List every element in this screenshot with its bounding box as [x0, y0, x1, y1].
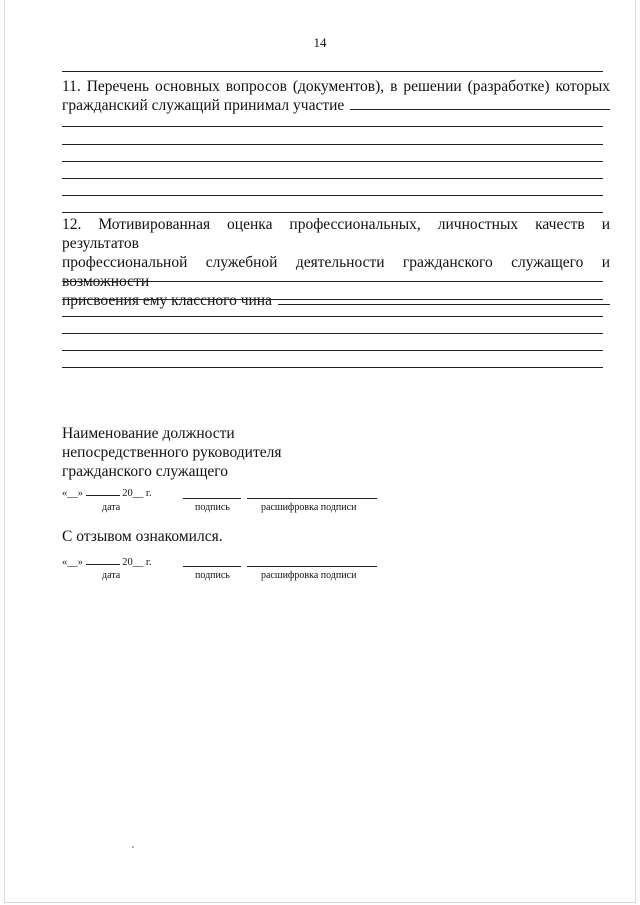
section11-answer-field[interactable] — [350, 96, 610, 110]
section11-top-rule — [62, 71, 603, 72]
date-year: 20__ — [122, 557, 144, 568]
date-label: дата — [102, 570, 121, 581]
section12-answer-line[interactable] — [62, 316, 603, 317]
section11-answer-line[interactable] — [62, 144, 603, 145]
section12-line1: 12. Мотивированная оценка профессиональных, личностных качеств и результатов — [62, 216, 610, 252]
acknowledgement-text: С отзывом ознакомился. — [62, 528, 223, 545]
signature-label: подпись — [195, 570, 230, 581]
section11-answer-line[interactable] — [62, 126, 603, 127]
section12-answer-line[interactable] — [62, 281, 603, 282]
section12-line3-wrap — [62, 291, 610, 310]
date-day: «__» — [62, 488, 83, 499]
section11-paragraph — [62, 77, 610, 115]
date-label: дата — [102, 502, 121, 513]
section11-answer-line[interactable] — [62, 212, 603, 213]
employee-signature-line[interactable] — [183, 566, 241, 567]
supervisor-position — [62, 424, 282, 481]
employee-date-field[interactable] — [62, 557, 152, 568]
decoding-label: расшифровка подписи — [261, 502, 357, 513]
section12-answer-line[interactable] — [62, 299, 603, 300]
date-year-suffix: г. — [145, 488, 152, 499]
supervisor-signature-line[interactable] — [183, 498, 241, 499]
section11-line2: гражданский служащий принимал участие — [62, 97, 345, 114]
section12-answer-line[interactable] — [62, 367, 603, 368]
section12-line2: профессиональной служебной деятельности гражданского служащего и возможности — [62, 254, 610, 290]
supervisor-decoding-line[interactable] — [247, 498, 377, 499]
section12-answer-line[interactable] — [62, 333, 603, 334]
date-year-suffix: г. — [145, 557, 152, 568]
date-month-blank[interactable] — [86, 564, 120, 565]
employee-decoding-line[interactable] — [247, 566, 377, 567]
section12-answer-field[interactable] — [278, 291, 610, 305]
supervisor-line3: гражданского служащего — [62, 463, 229, 480]
page-number: 14 — [313, 35, 327, 50]
scan-speck — [132, 846, 134, 848]
section12-line3: присвоения ему классного чина — [62, 292, 272, 309]
section11-answer-line[interactable] — [62, 195, 603, 196]
date-day: «__» — [62, 557, 83, 568]
section12-answer-line[interactable] — [62, 350, 603, 351]
decoding-label: расшифровка подписи — [261, 570, 357, 581]
section11-answer-line[interactable] — [62, 178, 603, 179]
section12-paragraph — [62, 215, 610, 310]
signature-label: подпись — [195, 502, 230, 513]
date-year: 20__ — [122, 488, 144, 499]
date-month-blank[interactable] — [86, 495, 120, 496]
section11-line1: 11. Перечень основных вопросов (документов), в решении (разработке) которых — [62, 78, 610, 95]
supervisor-line2: непосредственного руководителя — [62, 444, 282, 461]
supervisor-line1: Наименование должности — [62, 425, 235, 442]
section11-answer-line[interactable] — [62, 161, 603, 162]
section11-line2-wrap — [62, 96, 610, 115]
supervisor-date-field[interactable] — [62, 488, 152, 499]
